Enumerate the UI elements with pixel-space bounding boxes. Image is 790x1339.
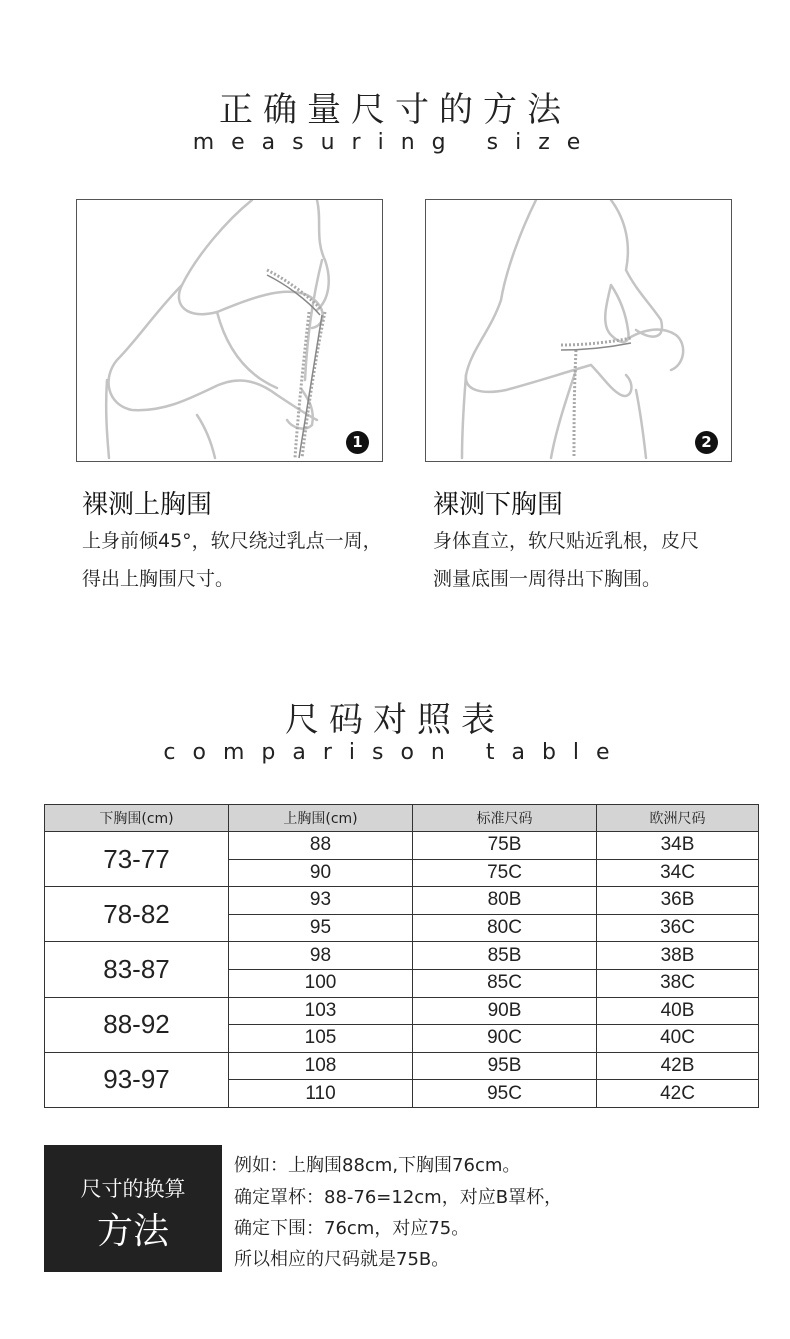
standard-size-cell: 85C: [413, 969, 597, 997]
standard-size-cell: 90C: [413, 1025, 597, 1053]
step1-desc-line2: 得出上胸围尺寸。: [82, 568, 235, 590]
table-row: [45, 997, 759, 1025]
conversion-method-box: [44, 1145, 222, 1272]
step1-desc-line1: 上身前倾45°，软尺绕过乳点一周，: [82, 530, 382, 552]
standard-size-cell: 85B: [413, 942, 597, 970]
header-euro-size: 欧洲尺码: [597, 805, 759, 832]
conversion-band-line: 确定下围：76cm，对应75。: [234, 1218, 470, 1239]
measuring-title: 正确量尺寸的方法: [219, 90, 571, 130]
table-header-row: [45, 805, 759, 832]
bust-cell: 88: [229, 832, 413, 860]
size-comparison-table: [44, 804, 759, 1108]
bust-cell: 95: [229, 914, 413, 942]
underbust-range: 93-97: [45, 1052, 229, 1107]
table-row: [45, 832, 759, 860]
standard-size-cell: 75C: [413, 859, 597, 887]
under-bust-figure-sketch: [426, 200, 731, 461]
euro-size-cell: 38C: [597, 969, 759, 997]
measuring-subtitle: measuring size: [192, 130, 598, 155]
bust-cell: 98: [229, 942, 413, 970]
conversion-label-small: 尺寸的换算: [80, 1177, 186, 1201]
header-standard-size: 标准尺码: [413, 805, 597, 832]
euro-size-cell: 40C: [597, 1025, 759, 1053]
upper-bust-figure-sketch: [77, 200, 382, 461]
table-row: [45, 942, 759, 970]
underbust-range: 78-82: [45, 887, 229, 942]
conversion-cup-line: 确定罩杯：88-76=12cm，对应B罩杯，: [234, 1187, 563, 1208]
standard-size-cell: 95B: [413, 1052, 597, 1080]
euro-size-cell: 34C: [597, 859, 759, 887]
step1-badge: 1: [346, 431, 369, 454]
bust-cell: 100: [229, 969, 413, 997]
step1-title: 裸测上胸围: [82, 490, 213, 520]
bust-cell: 108: [229, 1052, 413, 1080]
euro-size-cell: 36C: [597, 914, 759, 942]
table-row: [45, 1052, 759, 1080]
standard-size-cell: 95C: [413, 1080, 597, 1108]
bust-cell: 90: [229, 859, 413, 887]
step2-desc-line2: 测量底围一周得出下胸围。: [433, 568, 662, 590]
bust-cell: 110: [229, 1080, 413, 1108]
euro-size-cell: 40B: [597, 997, 759, 1025]
table-row: [45, 887, 759, 915]
step2-title: 裸测下胸围: [433, 490, 564, 520]
conversion-label-large: 方法: [96, 1211, 169, 1252]
euro-size-cell: 38B: [597, 942, 759, 970]
underbust-range: 73-77: [45, 832, 229, 887]
standard-size-cell: 90B: [413, 997, 597, 1025]
step2-desc-line1: 身体直立，软尺贴近乳根，皮尺: [433, 530, 700, 552]
header-underbust: 下胸围(cm): [45, 805, 229, 832]
underbust-range: 88-92: [45, 997, 229, 1052]
step1-illustration: [76, 199, 383, 462]
euro-size-cell: 42B: [597, 1052, 759, 1080]
header-bust: 上胸围(cm): [229, 805, 413, 832]
euro-size-cell: 42C: [597, 1080, 759, 1108]
standard-size-cell: 75B: [413, 832, 597, 860]
standard-size-cell: 80C: [413, 914, 597, 942]
conversion-example-line: 例如：上胸围88cm,下胸围76cm。: [234, 1155, 521, 1176]
step2-badge: 2: [695, 431, 718, 454]
step2-illustration: [425, 199, 732, 462]
comparison-subtitle: comparison table: [163, 740, 627, 765]
euro-size-cell: 34B: [597, 832, 759, 860]
standard-size-cell: 80B: [413, 887, 597, 915]
bust-cell: 93: [229, 887, 413, 915]
bust-cell: 103: [229, 997, 413, 1025]
conversion-result-line: 所以相应的尺码就是75B。: [234, 1249, 450, 1270]
underbust-range: 83-87: [45, 942, 229, 997]
bust-cell: 105: [229, 1025, 413, 1053]
comparison-title: 尺码对照表: [285, 700, 505, 740]
euro-size-cell: 36B: [597, 887, 759, 915]
